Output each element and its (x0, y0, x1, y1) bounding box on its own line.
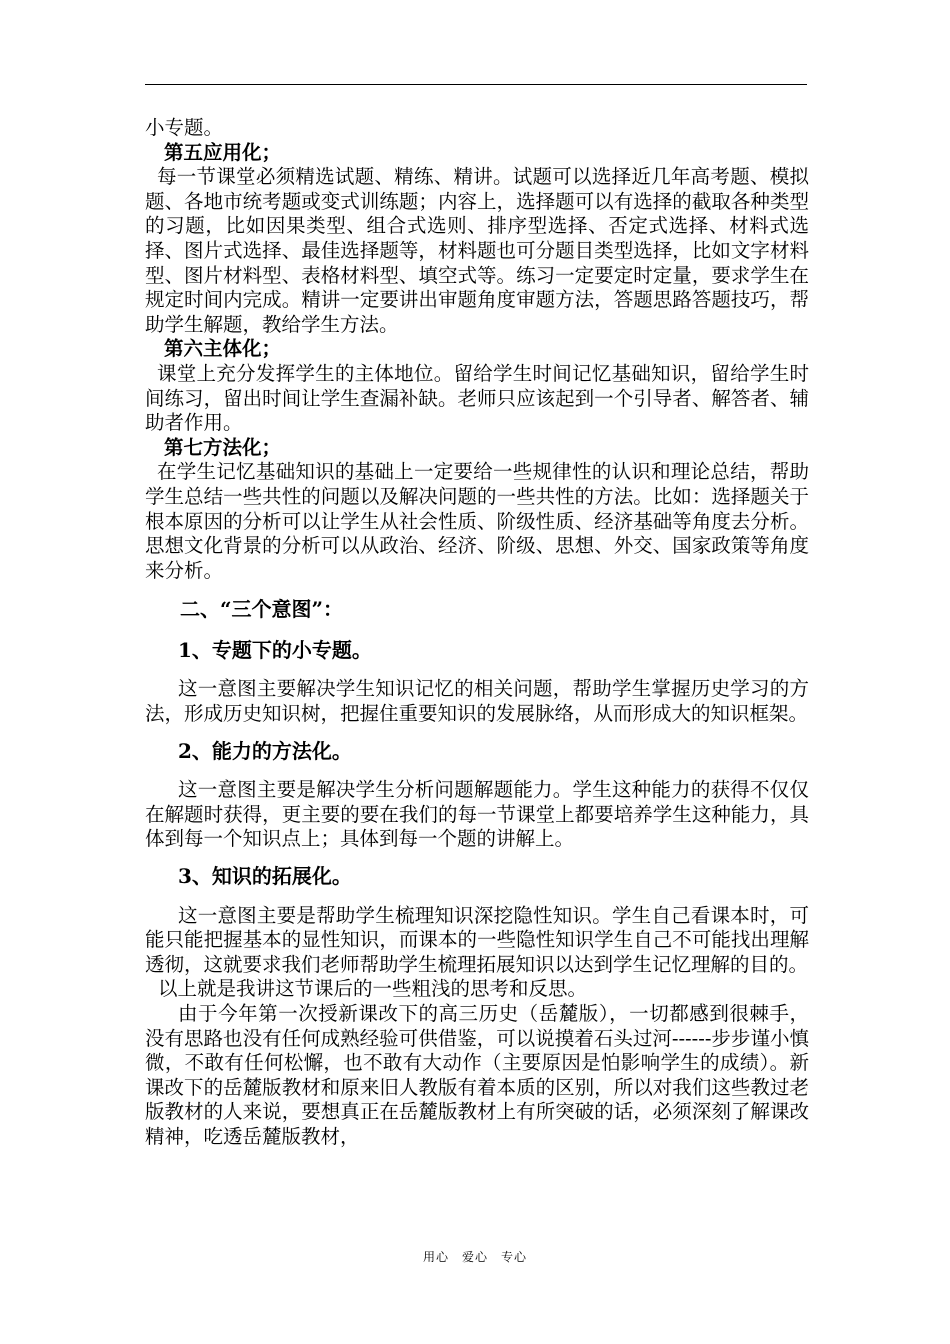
heading-seventh: 第七方法化； (164, 435, 282, 459)
paragraph-continuation: 小专题。 (145, 116, 224, 139)
header-rule (145, 84, 807, 85)
subheading-1: 1、专题下的小专题。 (178, 637, 372, 662)
page-footer: 用心 爱心 专心 (422, 1250, 527, 1264)
document-body (145, 116, 809, 1150)
paragraph-subtopic-3: 这一意图主要是帮助学生梳理知识深挖隐性知识。学生自己看课本时，可能只能把握基本的显性知识，而课本的一些隐性知识学生自己不可能找出理解透彻，这就要求我们老师帮助学生梳理拓展知识以达到学生记忆理解的目的。 (145, 903, 809, 976)
subheading-3: 3、知识的拓展化。 (178, 864, 352, 889)
paragraph-fifth: 每一节课堂必须精选试题、精练、精讲。试题可以选择近几年高考题、模拟题、各地市统考题或变式训练题；内容上，选择题可以有选择的截取各种类型的习题，比如因果类型、组合式选则、排序型选择、否定式选择、材料式选择、图片式选择、最佳选择题等，材料题也可分题目类型选择，比如文字材料型、图片材料型、表格材料型、填空式等。练习一定要定时定量，要求学生在规定时间内完成。精讲一定要讲出审题角度审题方法，答题思路答题技巧，帮助学生解题，教给学生方法。 (145, 165, 809, 336)
paragraph-conclusion: 以上就是我讲这节课后的一些粗浅的思考和反思。 (158, 977, 588, 1001)
paragraph-subtopic-1: 这一意图主要解决学生知识记忆的相关问题，帮助学生掌握历史学习的方法，形成历史知识树，把握住重要知识的发展脉络，从而形成大的知识框架。 (145, 677, 809, 726)
section-heading-three-intentions: 二、“三个意图”： (180, 597, 344, 622)
paragraph-seventh: 在学生记忆基础知识的基础上一定要给一些规律性的认识和理论总结，帮助学生总结一些共性的问题以及解决问题的一些共性的方法。比如：选择题关于根本原因的分析可以让学生从社会性质、阶级性质、经济基础等角度去分析。思想文化背景的分析可以从政治、经济、阶级、思想、外交、国家政策等角度来分析。 (145, 460, 809, 582)
paragraph-subtopic-2: 这一意图主要是解决学生分析问题解题能力。学生这种能力的获得不仅仅在解题时获得，更主要的要在我们的每一节课堂上都要培养学生这种能力，具体到每一个知识点上；具体到每一个题的讲解上。 (145, 778, 809, 851)
heading-sixth: 第六主体化； (164, 337, 282, 361)
paragraph-final: 由于今年第一次授新课改下的高三历史（岳麓版），一切都感到很棘手，没有思路也没有任何成熟经验可供借鉴，可以说摸着石头过河------步步谨小慎微，不敢有任何松懈，也不敢有大动作（主要原因是怕影响学生的成绩）。新课改下的岳麓版教材和原来旧人教版有着本质的区别，所以对我们这些教过老版教材的人来说，要想真正在岳麓版教材上有所突破的话，必须深刻了解课改精神，吃透岳麓版教材， (145, 1002, 809, 1148)
paragraph-sixth: 课堂上充分发挥学生的主体地位。留给学生时间记忆基础知识，留给学生时间练习，留出时间让学生查漏补缺。老师只应该起到一个引导者、解答者、辅助者作用。 (145, 361, 809, 435)
heading-fifth: 第五应用化； (164, 140, 282, 164)
subheading-2: 2、能力的方法化。 (178, 738, 352, 763)
